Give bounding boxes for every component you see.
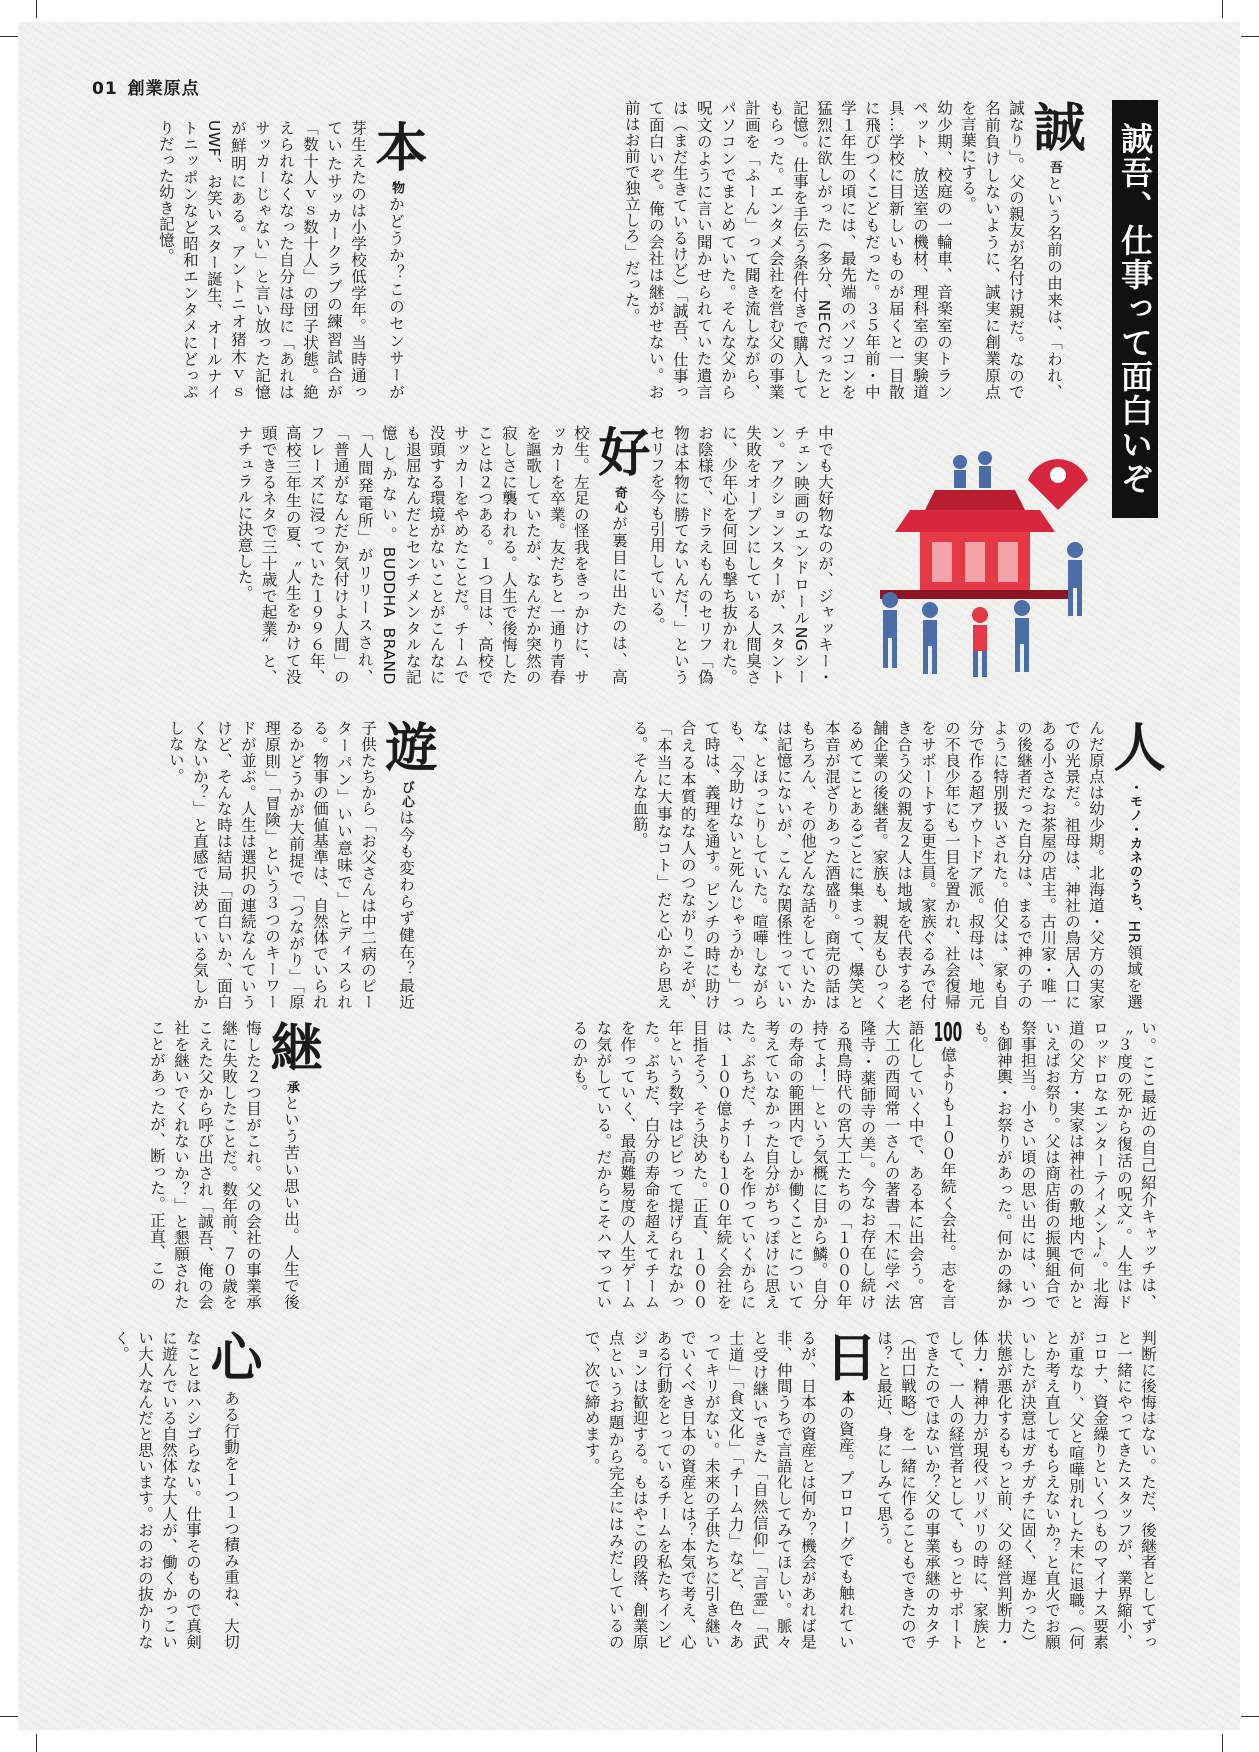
section-makoto (622, 100, 1085, 401)
drop-cap: 継 (261, 1020, 322, 1072)
paragraph: い。ここ最近の自己紹介キャッチは、〝３度の死から復活の呪文〟。人生はドロッドロなエンターテイメント〟。北海道の父方・実家は神社の敷地内で何かといえばお祭り。父は商店街の振興組合で祭事担当。小さい頃の思い出には、いつも御神輿・お祭りがあった。何かの縁かも。 (970, 1020, 1157, 1310)
fan-icon (1028, 459, 1088, 510)
section-title: 創業原点 (127, 79, 200, 99)
drop-cap: 遊 (376, 720, 437, 772)
mikoshi-illustration (850, 440, 1100, 680)
drop-cap: 好 (588, 425, 650, 477)
crop-mark (36, 1734, 37, 1752)
paragraph: 億よりも１００年続く会社。志を言語化していく中で、ある本に出会う。宮大工の西岡常一さんの著書「木に学べ法隆寺・薬師寺の美」。今なお存在し続ける飛鳥時代の宮大工たちの「１０００年持てよ！」という気概に目から鱗。自分の寿命の範囲内でしか働くことについて考えていなかった自分がちっぽけに思えた。ぶちだ、チームを作っていくからには、１００億よりも１００年続く会社を目指そう、そう決めた。正直、１０００年という数字はピビって提げられなかった。ぶちだ、白分の寿命を超えてチームを作っていく、最高難易度の人生ゲームな気がしている。だからこそハマっているのかも。 (570, 1020, 957, 1310)
paragraph: 中でも大好物なのが、ジャッキー・チェン映画のエンドロールNGシーン。アクションスターが、スタント失敗をオープンにしている人間臭さに、少年心を何回も撃ち抜かれた。お陰様で、ドラえもんのセリフ「偽物は本物に勝てないんだ！」というセリフを今も引用している。 (647, 425, 834, 685)
section-hyaku (330, 1020, 1160, 1310)
paragraph: の資産。プロローグでも触れているが、日本の資産とは何か？機会があれば是非、仲間うちで言語化してみてほしい。脈々と受け継いできた「自然信仰」「言霊」「武士道」「食文化」「チーム力」など、色々あってキリがない。未来の子供たちに引き継いでいくべき日本の資産とは？本気で考え、心ある行動をとっているチームを私たちインビジョンは歓迎する。もはやこの段落、創業原点というお題から完全にはみだしているので、次で締めます。 (582, 1330, 855, 1650)
crop-mark (1241, 1716, 1259, 1717)
section-nichi (270, 1330, 1160, 1650)
crop-mark (0, 36, 18, 37)
article-title: 誠吾、仕事って面白いぞ (1112, 100, 1158, 518)
page-number: 01 (92, 79, 118, 99)
lead-char: 奇心 (611, 485, 627, 516)
section-hito (450, 720, 1165, 1010)
crop-mark (1222, 1734, 1223, 1752)
section-kokoro (92, 1330, 262, 1650)
paragraph: が裏目に出たのは、高校生。左足の怪我をきっかけに、サッカーを卒業。友だちと一通り青春を謳歌していたが、なんだか突然の寂しさに襲われる。人生で後悔したことは２つある。１つ目は、高校でサッカーをやめたことだ。チームで没頭する環境がないことがこんなにも退屈なんだとセンチメンタルな記憶しかない。BUDDHA BRAND「人間発電所」がリリースされ、「普通がなんだか気付けよ人間」のフレーズに浸っていた１９９６年、高校三年生の夏、〝人生をかけて没頭できるネタで三十歳で起業〟と、ナチュラルに決意した。 (235, 425, 628, 686)
lead-char: 本 (838, 1390, 854, 1405)
lead-char: 物 (389, 180, 404, 196)
shrine-icon (880, 490, 1070, 599)
drop-cap: 日 (815, 1330, 877, 1382)
paragraph: は今も変わらず健在？最近子供たちから「お父さんは中二病のピーターパン」いい意味で」とディスられる。物事の価値基準は、自然体でいられるかどうかが大前提で「つながり」「原理原則」「冒険」という３つのキーワードが並ぶ。人生は選択の連続なんていうけど、そんな時は結局「面白いか、面白くないか？」と直感で決めている気しかしない。 (166, 720, 415, 1011)
lead-char: 承 (284, 1080, 299, 1095)
drop-cap: 人 (1104, 720, 1165, 772)
lead-char: び心 (399, 780, 414, 810)
crop-mark (0, 1716, 18, 1717)
paragraph: 幼少期、校庭の一輪車、音楽室のトランペット、放送室の機材、理科室の実験道具…学校に目新しいものが届くと一目散に飛びつくこどもだった。３５年前・中学１年生の頃には、最先端のパソコンを猛烈に欲しがった（多分、NECだったと記憶）。仕事を手伝う条件付きで購入してもらった。エンタメ会社を営む父の事業計画を「ふーん」って聞き流しながら、パソコンでまとめていた。そんな父から呪文のように言い聞かせられていた遺言は（まだ生きているけど）「誠吾、仕事って面白いぞ。俺の会社は継がせない。お前はお前で独立しろ」だった。 (622, 100, 953, 400)
drop-cap: 心 (201, 1330, 262, 1382)
paragraph: という名前の由来は、「われ、誠なり」。父の親友が名付け親だ。なので名前負けしないように、誠実に創業原点を言葉にする。 (958, 100, 1063, 401)
drop-cap: 誠 (1024, 100, 1085, 152)
paragraph: という苦い思い出。人生で後悔した２つ目がこれ。父の会社の事業承継に失敗したことだ。数年前、７０歳をこえた父から呼び出され「誠吾、俺の会社を継いでくれないか？」と懇願されたことがあったが、断った。正直、この (147, 1020, 300, 1311)
lead-char: 吾 (1047, 160, 1062, 175)
page-header (92, 74, 200, 99)
section-kei (92, 1020, 322, 1311)
crop-mark (1241, 36, 1259, 37)
paragraph: 判断に後悔はない。ただ、後継者としてずっと一緒にやってきたスタッフが、業界縮小、コロナ、資金繰りといくつものマイナス要素が重なり、父と喧嘩別れした末に退職。（何とか考え直してもらえないか？と直火でお願いしたが決意はガチガチに固く、遅かった）状態が悪化するもっと前、父の経営判断力・体力・精神力が現役バリバリの時に、家族として、一人の経営者として、もっとサポートできたのではないか？父の事業承継のカタチ（出口戦略）を一緒に作ることもできたのでは？と最近、身にしみて思う。 (874, 1330, 1157, 1650)
paragraph: ある行動を１つ１つ積み重ね、大切なことはハシゴらない。仕事そのもので真剣に遊んでいる自然体な大人が、働くかっこいい大人なんだと思います。おのおの抜かりなく。 (111, 1330, 240, 1650)
section-yu (92, 720, 437, 1011)
crop-mark (1222, 0, 1223, 18)
lead-char: ・モノ・カネのうち、 (1127, 780, 1142, 921)
crop-mark (36, 0, 37, 18)
drop-number: 100 (933, 1020, 963, 1046)
paragraph: かどうか？このセンサーが芽生えたのは小学校低学年。当時通っていたサッカークラブの練習試合が「数十人ｖｓ数十人」の団子状態。絶えられなくなった自分は母に「あれはサッカーじゃない」と言い放った記憶が鮮明にある。アントニオ猪木ｖｓUWF、お笑いスター誕生、オールナイトニッポンなど昭和エンタメにどっぷりだった幼き記憶。 (156, 120, 405, 401)
drop-cap: 本 (366, 120, 427, 172)
section-kou (92, 425, 837, 685)
section-hon (92, 120, 427, 401)
paragraph: HR領域を選んだ原点は幼少期。北海道・父方の実家での光景だ。祖母は、神社の鳥居入口にある小さなお茶屋の店主。古川家・唯一の後継者だった自分は、まるで神の子のように特別扱いされた。伯父は、家も自分で作る超アウトドア派。叔母は、地元の不良少年にも一目を置かれ、社会復帰をサポートする更生員。家族ぐるみで付き合う父の親友２人は地域を代表する老舗企業の後継者。家族も、親友もひっくるめてことあるごとに集まって、爆笑と本音が混ざりあった酒盛り。商売の話はもちろん、その他どんな話をしていたかは記憶にないが、こんな関係性っていいな、とほっこりしていた。喧嘩しながらも、「今助けないと死んじゃうかも」って時は、義理を通す。ピンチの時に助け合える本質的な人のつながりこそが、「本当に大事なコト」だと心から思える。そんな血筋。 (630, 720, 1143, 1010)
